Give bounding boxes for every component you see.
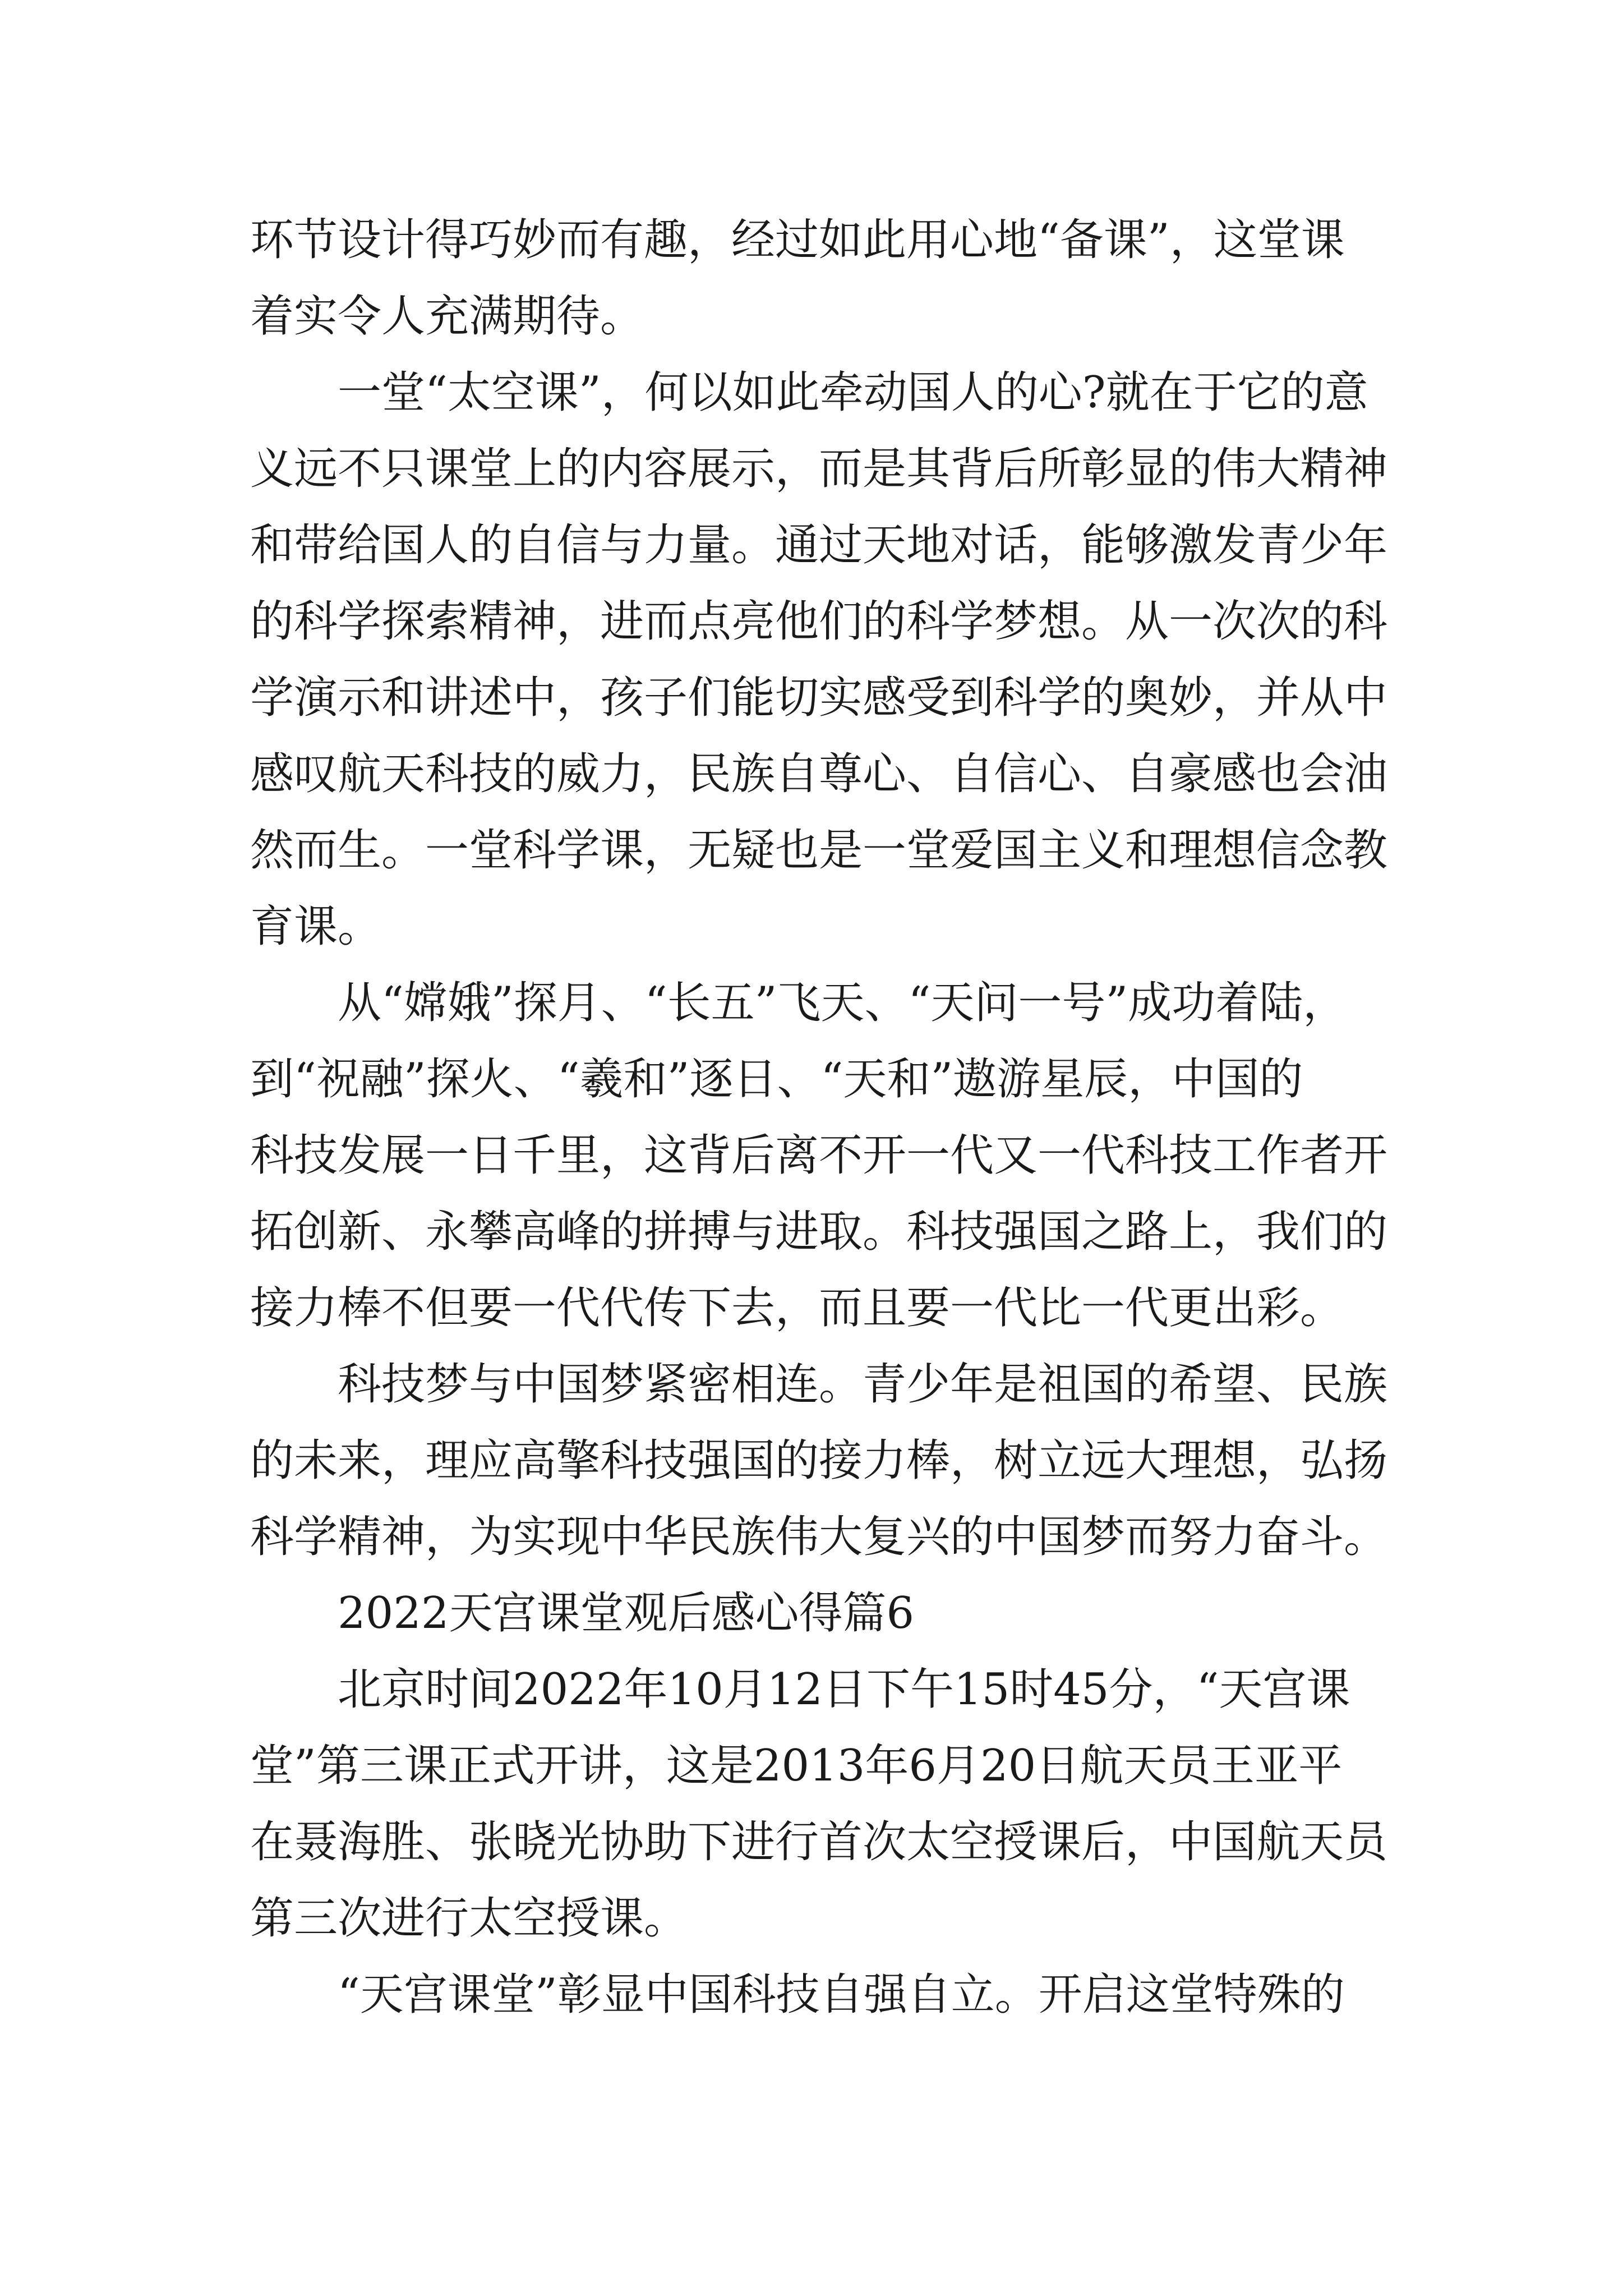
text-line: 学演示和讲述中，孩子们能切实感受到科学的奥妙，并从中 <box>250 673 1388 723</box>
text-line: 然而生。一堂科学课，无疑也是一堂爱国主义和理想信念教 <box>250 825 1388 876</box>
text-line: 着实令人充满期待。 <box>250 291 644 342</box>
text-line: 在聂海胜、张晓光协助下进行首次太空授课后，中国航天员 <box>250 1817 1388 1867</box>
text-line: 义远不只课堂上的内容展示，而是其背后所彰显的伟大精神 <box>250 444 1388 494</box>
text-line: 环节设计得巧妙而有趣，经过如此用心地“备课”，这堂课 <box>250 215 1345 265</box>
text-line: 的未来，理应高擎科技强国的接力棒，树立远大理想，弘扬 <box>250 1435 1388 1486</box>
body-text <box>250 202 1389 2033</box>
text-line: 到“祝融”探火、“羲和”逐日、“天和”遨游星辰，中国的 <box>250 1054 1303 1105</box>
text-line: 育课。 <box>250 901 382 952</box>
text-line: 科学精神，为实现中华民族伟大复兴的中国梦而努力奋斗。 <box>250 1512 1388 1562</box>
text-line: 感叹航天科技的威力，民族自尊心、自信心、自豪感也会油 <box>250 749 1388 799</box>
text-line: 科技发展一日千里，这背后离不开一代又一代科技工作者开 <box>250 1130 1388 1181</box>
paragraph-start-line: 一堂“太空课”，何以如此牵动国人的心?就在于它的意 <box>338 367 1368 418</box>
text-line: 堂”第三课正式开讲，这是2013年6月20日航天员王亚平 <box>250 1741 1343 1791</box>
text-line: 拓创新、永攀高峰的拼搏与进取。科技强国之路上，我们的 <box>250 1207 1388 1257</box>
text-line: 第三次进行太空授课。 <box>250 1893 688 1944</box>
paragraph-start-line: 科技梦与中国梦紧密相连。青少年是祖国的希望、民族 <box>338 1359 1388 1410</box>
section-heading: 2022天宫课堂观后感心得篇6 <box>338 1588 915 1639</box>
text-line: 的科学探索精神，进而点亮他们的科学梦想。从一次次的科 <box>250 596 1388 647</box>
paragraph-start-line: 北京时间2022年10月12日下午15时45分，“天宫课 <box>338 1664 1350 1715</box>
paragraph-start-line: “天宫课堂”彰显中国科技自强自立。开启这堂特殊的 <box>338 1970 1345 2020</box>
text-line: 和带给国人的自信与力量。通过天地对话，能够激发青少年 <box>250 520 1388 570</box>
text-line: 接力棒不但要一代代传下去，而且要一代比一代更出彩。 <box>250 1283 1344 1333</box>
paragraph-start-line: 从“嫦娥”探月、“长五”飞天、“天问一号”成功着陆， <box>338 978 1347 1028</box>
